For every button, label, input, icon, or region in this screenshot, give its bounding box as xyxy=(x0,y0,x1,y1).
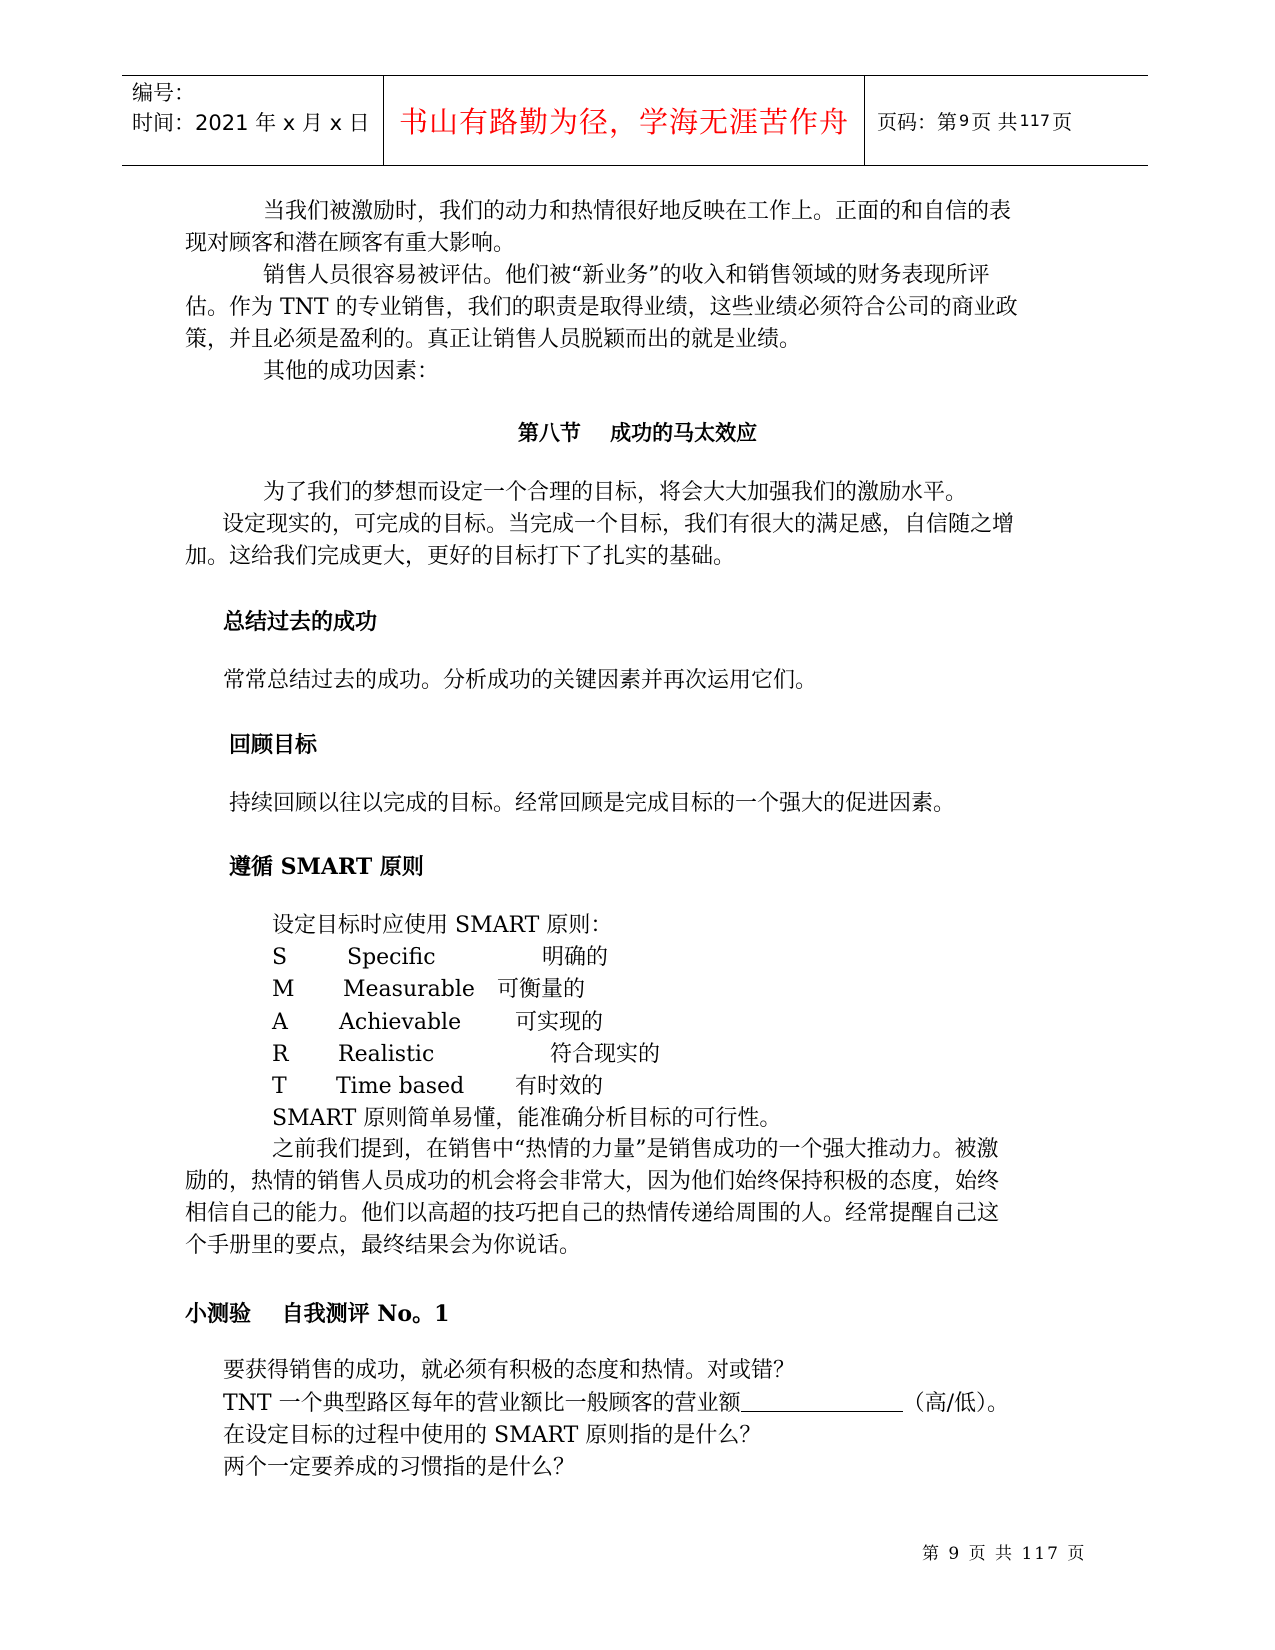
smart-term: Measurable xyxy=(343,977,475,1003)
answer-blank[interactable] xyxy=(741,1387,903,1412)
text-line: 估。作为 TNT 的专业销售，我们的职责是取得业绩，这些业绩必须符合公司的商业政 xyxy=(185,295,1018,320)
smart-term: Realistic xyxy=(338,1041,435,1067)
text-line: 当我们被激励时，我们的动力和热情很好地反映在工作上。正面的和自信的表 xyxy=(263,199,1012,224)
quiz-questions xyxy=(223,1355,1009,1484)
smart-row-a xyxy=(272,1007,1072,1039)
smart-letter: S xyxy=(272,945,288,971)
text-line: 销售人员很容易被评估。他们被“新业务”的收入和销售领域的财务表现所评 xyxy=(263,263,990,288)
quiz-question-1: 要获得销售的成功，就必须有积极的态度和热情。对或错？ xyxy=(223,1358,796,1383)
smart-meaning: 可衡量的 xyxy=(497,977,586,1003)
heading-review-goals: 回顾目标 xyxy=(229,733,318,758)
text-line: 加。这给我们完成更大，更好的目标打下了扎实的基础。 xyxy=(185,544,736,569)
time-label: 时间：2021 年 x 月 x 日 xyxy=(132,111,370,135)
smart-meaning: 可实现的 xyxy=(515,1009,604,1035)
smart-block xyxy=(272,910,1072,1135)
heading-smart: 遵循 SMART 原则 xyxy=(229,854,424,880)
smart-letter: R xyxy=(272,1041,289,1067)
quiz-question-3: 在设定目标的过程中使用的 SMART 原则指的是什么？ xyxy=(223,1423,762,1448)
text-line: 励的，热情的销售人员成功的机会将会非常大，因为他们始终保持积极的态度，始终 xyxy=(185,1169,1000,1194)
header-info-cell xyxy=(122,76,384,165)
page-prefix: 页码：第 xyxy=(877,110,957,134)
page-suffix: 页 xyxy=(1052,110,1073,134)
page-header xyxy=(122,75,1148,166)
smart-letter: M xyxy=(272,977,295,1003)
smart-term: Specific xyxy=(347,945,436,971)
quiz-question-4: 两个一定要养成的习惯指的是什么？ xyxy=(223,1455,576,1480)
smart-meaning: 明确的 xyxy=(542,945,609,971)
smart-meaning: 有时效的 xyxy=(515,1073,604,1099)
heading-past-success: 总结过去的成功 xyxy=(223,610,378,635)
smart-meaning: 符合现实的 xyxy=(550,1041,661,1067)
text-line: 策，并且必须是盈利的。真正让销售人员脱颖而出的就是业绩。 xyxy=(185,327,802,352)
goal-paragraph xyxy=(185,477,1014,573)
text-past-success: 常常总结过去的成功。分析成功的关键因素并再次运用它们。 xyxy=(223,668,818,693)
smart-row-m xyxy=(272,974,1072,1006)
passion-paragraph xyxy=(185,1134,999,1262)
text-line: 为了我们的梦想而设定一个合理的目标，将会大大加强我们的激励水平。 xyxy=(263,480,968,505)
text-line: 相信自己的能力。他们以高超的技巧把自己的热情传递给周围的人。经常提醒自己这 xyxy=(185,1201,1000,1226)
smart-letter: A xyxy=(272,1009,288,1035)
header-page-number xyxy=(865,76,1148,165)
page-mid: 页 共 xyxy=(971,110,1018,134)
smart-term: Time based xyxy=(336,1073,465,1099)
text-line: 个手册里的要点，最终结果会为你说话。 xyxy=(185,1233,582,1258)
smart-row-r xyxy=(272,1039,1072,1071)
quiz-question-2: TNT 一个典型路区每年的营业额比一般顾客的营业额 （高/低）。 xyxy=(223,1387,1009,1420)
page-footer: 第 9 页 共 117 页 xyxy=(922,1544,1087,1564)
smart-letter: T xyxy=(272,1073,287,1099)
section-title: 第八节 成功的马太效应 xyxy=(517,421,758,445)
text-line: 其他的成功因素： xyxy=(263,359,440,384)
text-line: 之前我们提到，在销售中“热情的力量”是销售成功的一个强大推动力。被激 xyxy=(272,1137,999,1162)
smart-row-s xyxy=(272,942,1072,974)
intro-paragraph xyxy=(185,196,1018,388)
text-review-goals: 持续回顾以往以完成的目标。经常回顾是完成目标的一个强大的促进因素。 xyxy=(229,791,956,816)
smart-row-t xyxy=(272,1071,1072,1103)
page-num: 9 xyxy=(959,111,970,130)
quiz-heading: 小测验 自我测评 No。1 xyxy=(185,1301,450,1327)
header-motto: 书山有路勤为径，学海无涯苦作舟 xyxy=(384,76,865,165)
smart-intro: 设定目标时应使用 SMART 原则： xyxy=(272,913,613,938)
page-total: 117 xyxy=(1019,111,1051,130)
text-line: 设定现实的，可完成的目标。当完成一个目标，我们有很大的满足感，自信随之增 xyxy=(222,512,1015,537)
smart-term: Achievable xyxy=(339,1009,462,1035)
smart-summary: SMART 原则简单易懂，能准确分析目标的可行性。 xyxy=(272,1106,782,1132)
text-line: 现对顾客和潜在顾客有重大影响。 xyxy=(185,231,516,256)
serial-label: 编号： xyxy=(132,81,195,105)
